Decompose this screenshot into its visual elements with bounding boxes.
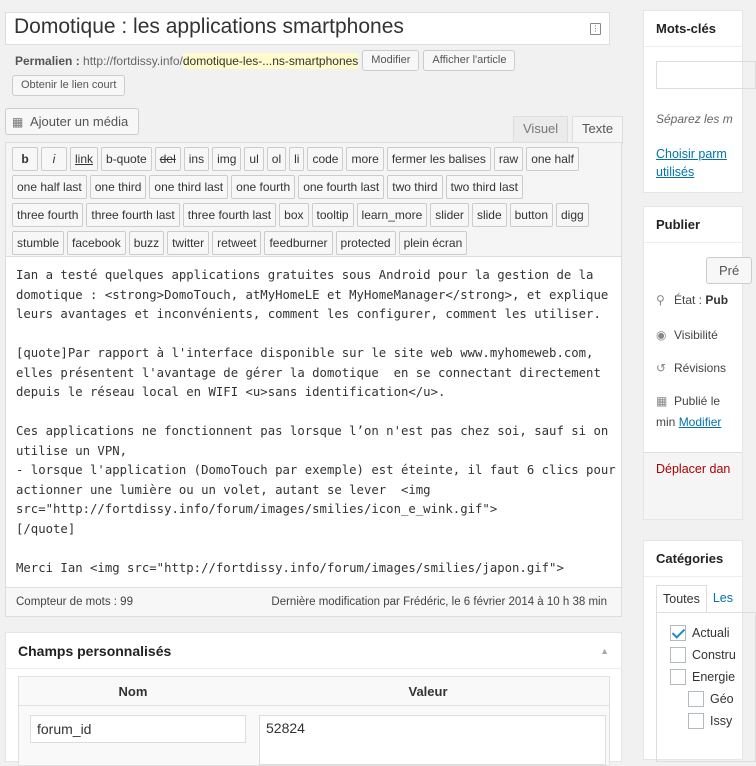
visibility-row <box>656 328 718 342</box>
quicktag-button[interactable]: retweet <box>212 231 261 255</box>
choose-tags-line2[interactable]: utilisés <box>656 165 695 179</box>
last-modified: Dernière modification par Frédéric, le 6 février 2014 à 10 h 38 min <box>271 596 607 608</box>
tab-all-categories[interactable]: Toutes <box>656 585 707 613</box>
quicktag-button[interactable]: slider <box>430 203 469 227</box>
quicktag-button[interactable]: one half last <box>12 175 87 199</box>
quicktag-button[interactable]: ul <box>244 147 263 171</box>
content-line <box>16 539 611 559</box>
choose-tags-line1[interactable]: Choisir parm <box>656 147 727 161</box>
quicktags-row <box>12 203 615 227</box>
word-count: Compteur de mots : 99 <box>16 596 133 608</box>
quicktag-button[interactable]: learn_more <box>357 203 428 227</box>
title-toolbar-icon[interactable]: ⋮ <box>591 24 600 33</box>
quicktag-button[interactable]: stumble <box>12 231 64 255</box>
content-line: Ian a testé quelques applications gratuites sous Android pour la gestion de la <box>16 268 594 282</box>
visibility-label: Visibilité <box>674 328 718 342</box>
content-line <box>16 325 611 345</box>
eye-icon: ◉ <box>656 328 667 342</box>
quicktag-button[interactable]: plein écran <box>399 231 468 255</box>
category-item[interactable] <box>670 625 730 641</box>
status-value: Pub <box>705 293 729 307</box>
add-media-button[interactable] <box>5 108 139 135</box>
custom-field-key-input[interactable]: forum_id <box>30 715 246 743</box>
title-field[interactable] <box>5 12 610 45</box>
title-input[interactable]: Domotique : les applications smartphones <box>14 15 404 38</box>
content-line: domotique : <strong>DomoTouch, atMyHomeLE et MyHomeManager</strong>, et explique <box>16 287 609 302</box>
category-item[interactable] <box>688 691 734 707</box>
quicktag-button[interactable]: ol <box>267 147 286 171</box>
publish-title[interactable]: Publier <box>644 207 742 243</box>
choose-tags-link[interactable] <box>656 145 727 181</box>
quicktag-button[interactable]: link <box>70 147 98 171</box>
history-icon: ↺ <box>656 361 667 375</box>
permalink-slug[interactable]: domotique-les-...ns-smartphones <box>182 53 359 68</box>
custom-fields-header[interactable] <box>6 633 621 669</box>
quicktag-button[interactable]: two third <box>387 175 442 199</box>
tags-box <box>643 10 743 193</box>
get-shortlink-button[interactable]: Obtenir le lien court <box>12 75 125 96</box>
media-icon: ▦ <box>12 115 24 129</box>
quicktag-button[interactable]: slide <box>472 203 507 227</box>
quicktag-button[interactable]: img <box>212 147 241 171</box>
status-label: État : <box>674 293 703 307</box>
quicktag-button[interactable]: three fourth last <box>86 203 179 227</box>
category-label: Constru <box>692 648 736 662</box>
quicktag-button[interactable]: code <box>307 147 343 171</box>
published-row <box>656 394 720 408</box>
category-checkbox[interactable] <box>688 713 704 729</box>
content-line: [quote]Par rapport à l'interface disponible sur le site web www.myhomeweb.com, <box>16 346 594 360</box>
quicktag-button[interactable]: digg <box>556 203 589 227</box>
category-label: Actuali <box>692 626 730 640</box>
content-line: leurs avantages et inconvénients, comment les configurer, comment les utiliser. <box>16 307 601 321</box>
category-checkbox[interactable] <box>670 625 686 641</box>
quicktag-button[interactable]: one third <box>90 175 147 199</box>
quicktags-row <box>12 147 615 171</box>
categories-title[interactable]: Catégories <box>644 541 742 577</box>
preview-button[interactable]: Pré <box>706 257 752 284</box>
category-label: Géo <box>710 692 734 706</box>
category-label: Energie <box>692 670 736 684</box>
quicktag-button[interactable]: li <box>289 147 304 171</box>
quicktag-button[interactable]: three fourth last <box>183 203 276 227</box>
quicktag-button[interactable]: fermer les balises <box>387 147 491 171</box>
custom-fields-table-header <box>18 676 610 706</box>
permalink-row <box>15 50 515 71</box>
quicktag-button[interactable]: facebook <box>67 231 126 255</box>
quicktag-button[interactable]: ins <box>184 147 209 171</box>
quicktags-toolbar <box>6 143 621 257</box>
quicktag-button[interactable]: three fourth <box>12 203 83 227</box>
add-media-label: Ajouter un média <box>30 114 129 129</box>
view-post-button[interactable]: Afficher l'article <box>423 50 515 71</box>
publish-actions <box>644 452 742 519</box>
tab-popular-categories[interactable]: Les <box>712 591 733 605</box>
content-line <box>16 403 611 423</box>
content-line: actionner une lumière ou un volet, autant se lever <img <box>16 482 431 497</box>
publish-box <box>643 206 743 520</box>
move-to-trash-link[interactable]: Déplacer dan <box>656 462 731 476</box>
category-item[interactable] <box>688 713 732 729</box>
collapse-arrow-icon[interactable]: ▲ <box>600 646 609 656</box>
category-item[interactable] <box>670 647 736 663</box>
quicktag-button[interactable]: button <box>510 203 553 227</box>
custom-fields-title: Champs personnalisés <box>18 643 172 659</box>
quicktag-button[interactable]: one third last <box>149 175 228 199</box>
content-line: Ces applications ne fonctionnent pas lorsque l’on n'est pas chez soi, sauf si on <box>16 424 609 438</box>
quicktag-button[interactable]: one fourth <box>231 175 295 199</box>
content-line: elles présentent l'avantage de gérer la domotique en se connectant directement <box>16 365 601 380</box>
status-row <box>656 293 728 307</box>
permalink-base-url: http://fortdissy.info/ <box>83 53 183 68</box>
published-min-row <box>656 415 721 429</box>
quicktag-button[interactable]: del <box>155 147 181 171</box>
column-name: Nom <box>118 684 148 699</box>
edit-date-link[interactable]: Modifier <box>678 415 722 429</box>
calendar-icon: ▦ <box>656 394 668 408</box>
custom-fields-box <box>5 632 622 762</box>
tags-separator-hint: Séparez les m <box>656 112 733 126</box>
category-item[interactable] <box>670 669 735 685</box>
permalink-label: Permalien : <box>15 53 80 68</box>
published-min: min <box>656 415 676 429</box>
category-checkbox[interactable] <box>688 691 704 707</box>
quicktag-button[interactable]: one fourth last <box>298 175 384 199</box>
category-checklist <box>656 612 756 762</box>
table-row <box>18 706 610 766</box>
content-line: [/quote] <box>16 521 76 536</box>
content-textarea[interactable] <box>6 257 621 587</box>
custom-field-value-input[interactable]: 52824 <box>259 715 606 765</box>
quicktag-button[interactable]: more <box>346 147 383 171</box>
published-label: Publié le <box>674 394 721 408</box>
quicktag-button[interactable]: box <box>279 203 308 227</box>
content-line: Merci Ian <img src="http://fortdissy.info/forum/images/smilies/japon.gif"> <box>16 560 564 575</box>
category-label: Issy <box>710 714 733 728</box>
quicktag-button[interactable]: one half <box>526 147 579 171</box>
editor-status-bar <box>6 587 621 616</box>
content-line: depuis le réseau local en WIFI <u>sans identification</u>. <box>16 385 446 399</box>
quicktag-button[interactable]: raw <box>494 147 523 171</box>
quicktag-button[interactable]: protected <box>336 231 396 255</box>
content-line: utilise un VPN, <box>16 443 128 458</box>
category-tabs <box>656 585 739 613</box>
custom-fields-table <box>18 676 610 766</box>
edit-permalink-button[interactable]: Modifier <box>362 50 419 71</box>
tags-input[interactable] <box>656 61 756 89</box>
categories-box <box>643 540 743 760</box>
column-value: Valeur <box>408 684 448 699</box>
revisions-row <box>656 361 726 375</box>
quicktag-button[interactable]: buzz <box>129 231 164 255</box>
content-line: - lorsque l'application (DomoTouch par exemple) est éteinte, il faut 6 clics pour <box>16 463 616 477</box>
quicktags-row <box>12 175 615 199</box>
quicktag-button[interactable]: twitter <box>167 231 209 255</box>
quicktag-button[interactable]: i <box>41 147 67 171</box>
revisions-label: Révisions <box>674 361 727 375</box>
pin-icon: ⚲ <box>656 293 665 307</box>
tab-text[interactable]: Texte <box>572 116 623 144</box>
quicktag-button[interactable]: b <box>12 147 38 171</box>
quicktag-button[interactable]: b-quote <box>101 147 152 171</box>
tags-title[interactable]: Mots-clés <box>644 11 742 47</box>
quicktag-button[interactable]: feedburner <box>264 231 332 255</box>
quicktags-row <box>12 231 615 255</box>
category-checkbox[interactable] <box>670 647 686 663</box>
tab-visual[interactable]: Visuel <box>513 116 568 143</box>
category-checkbox[interactable] <box>670 669 686 685</box>
text-editor <box>5 142 622 617</box>
content-line: src="http://fortdissy.info/forum/images/smilies/icon_e_wink.gif"> <box>16 502 498 516</box>
quicktag-button[interactable]: two third last <box>446 175 523 199</box>
quicktag-button[interactable]: tooltip <box>312 203 354 227</box>
